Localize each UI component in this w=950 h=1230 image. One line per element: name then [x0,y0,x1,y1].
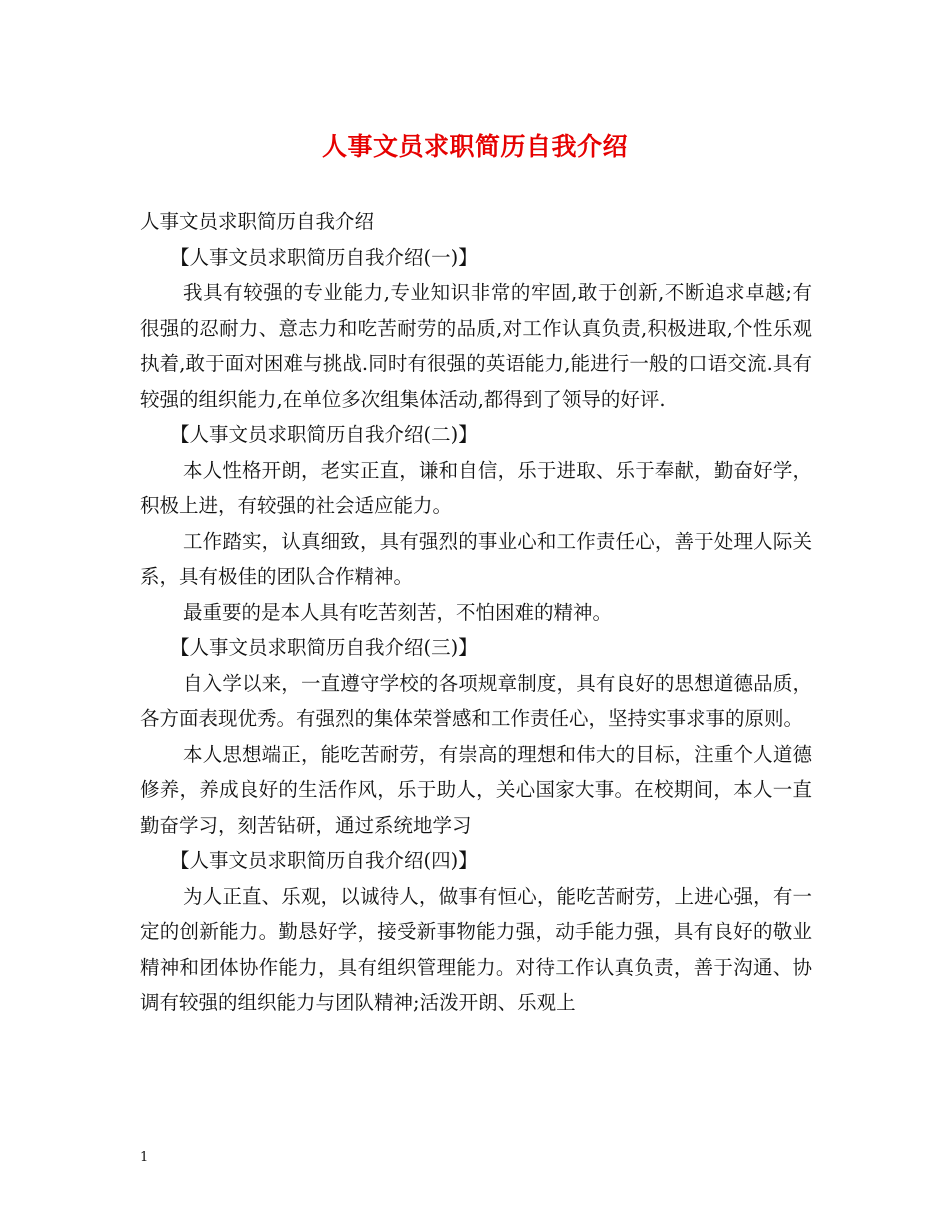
section-1-heading: 【人事文员求职简历自我介绍(一)】 [170,245,478,269]
section-4-paragraph-1: 为人正直、乐观，以诚待人，做事有恒心，能吃苦耐劳，上进心强，有一定的创新能力。勤恳好学，接受新事物能力强，动手能力强，具有良好的敬业精神和团体协作能力，具有组织管理能力。对待工作认真负责，善于沟通、协调有较强的组织能力与团队精神;活泼开朗、乐观上 [140,884,812,1014]
section-1-paragraph-1: 我具有较强的专业能力,专业知识非常的牢固,敢于创新,不断追求卓越;有很强的忍耐力、意志力和吃苦耐劳的品质,对工作认真负责,积极进取,个性乐观执着,敢于面对困难与挑战.同时有很强的英语能力,能进行一般的口语交流.具有较强的组织能力,在单位多次组集体活动,都得到了领导的好评. [140,281,812,411]
document-body [140,204,812,1021]
section-2-paragraph-3: 最重要的是本人具有吃苦刻苦，不怕困难的精神。 [183,600,613,624]
intro-heading: 人事文员求职简历自我介绍 [140,210,375,233]
section-2-heading: 【人事文员求职简历自我介绍(二)】 [170,423,478,446]
page-number: 1 [140,1150,149,1165]
section-3-paragraph-1: 自入学以来，一直遵守学校的各项规章制度，具有良好的思想道德品质，各方面表现优秀。有强烈的集体荣誉感和工作责任心，坚持实事求事的原则。 [140,671,812,730]
section-2-paragraph-1: 本人性格开朗，老实正直，谦和自信，乐于进取、乐于奉献，勤奋好学，积极上进，有较强的社会适应能力。 [140,458,812,517]
document-title: 人事文员求职简历自我介绍 [321,132,628,161]
section-3-heading: 【人事文员求职简历自我介绍(三)】 [170,636,478,659]
section-3-paragraph-2: 本人思想端正，能吃苦耐劳，有崇高的理想和伟大的目标，注重个人道德修养，养成良好的生活作风，乐于助人，关心国家大事。在校期间，本人一直勤奋学习，刻苦钻研，通过系统地学习 [140,742,812,837]
section-4-heading: 【人事文员求职简历自我介绍(四)】 [170,849,478,872]
section-2-paragraph-2: 工作踏实，认真细致，具有强烈的事业心和工作责任心，善于处理人际关系，具有极佳的团队合作精神。 [140,529,812,588]
